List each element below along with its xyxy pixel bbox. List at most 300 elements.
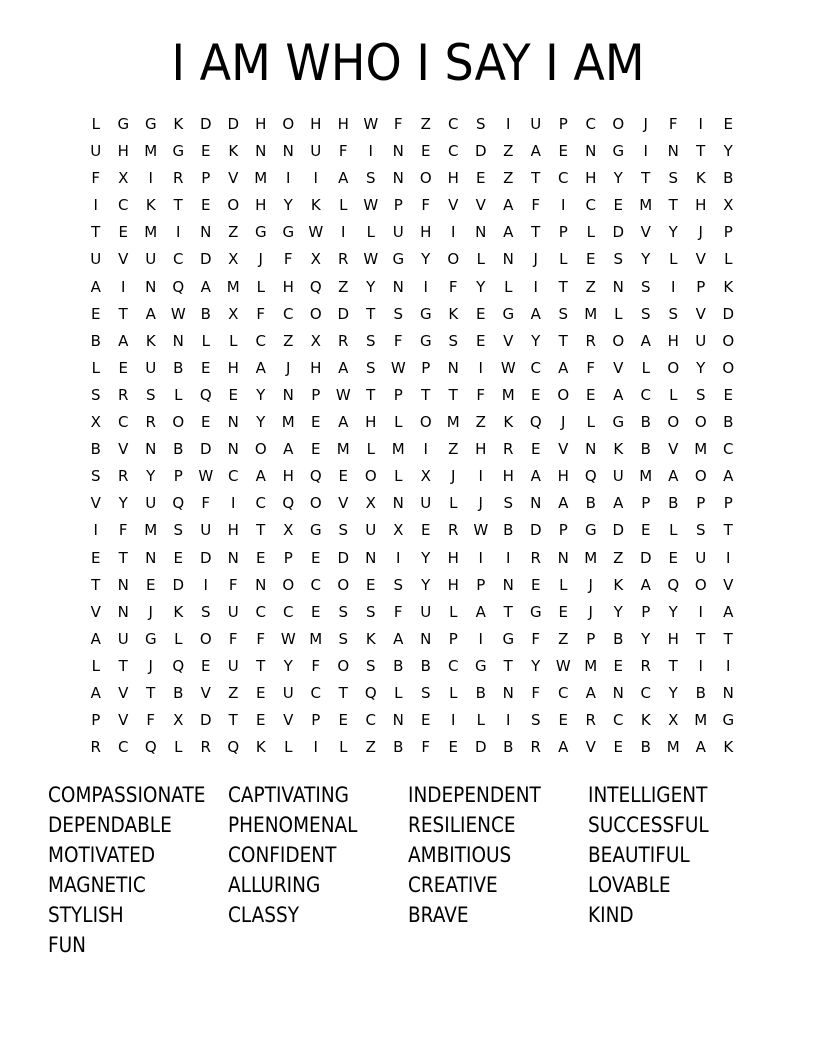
grid-letter: A bbox=[558, 738, 569, 757]
grid-letter: F bbox=[476, 385, 486, 404]
grid-letter: P bbox=[421, 358, 431, 377]
grid-letter: N bbox=[145, 548, 157, 567]
grid-letter: S bbox=[640, 277, 651, 296]
grid-letter: Q bbox=[199, 385, 212, 404]
grid-letter: U bbox=[420, 602, 432, 621]
grid-letter: H bbox=[365, 413, 377, 432]
grid-letter: I bbox=[561, 196, 566, 215]
grid-letter: M bbox=[144, 521, 158, 540]
word-list-item: KIND bbox=[588, 903, 634, 927]
grid-letter: Q bbox=[172, 656, 185, 675]
grid-letter: L bbox=[366, 223, 375, 242]
grid-letter: G bbox=[117, 115, 130, 133]
grid-letter: F bbox=[338, 142, 348, 161]
grid-letter: E bbox=[311, 413, 321, 432]
grid-letter: O bbox=[199, 629, 212, 648]
grid-letter: N bbox=[392, 277, 404, 296]
word-list-item: CAPTIVATING bbox=[228, 783, 349, 807]
grid-letter: I bbox=[148, 169, 153, 188]
grid-letter: V bbox=[640, 223, 651, 242]
grid-letter: E bbox=[558, 142, 568, 161]
grid-letter: S bbox=[530, 711, 541, 730]
grid-letter: S bbox=[365, 602, 376, 621]
grid-letter: B bbox=[640, 738, 651, 757]
grid-letter: B bbox=[475, 683, 486, 702]
grid-letter: S bbox=[640, 304, 651, 323]
grid-letter: H bbox=[557, 467, 569, 486]
grid-letter: C bbox=[558, 169, 569, 188]
grid-letter: T bbox=[668, 656, 678, 675]
grid-letter: S bbox=[200, 602, 211, 621]
grid-letter: J bbox=[533, 250, 538, 269]
grid-letter: C bbox=[310, 575, 321, 594]
grid-letter: N bbox=[392, 494, 404, 513]
grid-letter: Y bbox=[668, 223, 678, 242]
grid-letter: U bbox=[310, 142, 322, 161]
grid-letter: G bbox=[502, 304, 515, 323]
grid-letter: I bbox=[313, 738, 318, 757]
grid-letter: Z bbox=[503, 169, 514, 188]
grid-letter: N bbox=[475, 223, 487, 242]
grid-letter: V bbox=[118, 440, 129, 459]
grid-letter: T bbox=[531, 223, 541, 242]
grid-letter: W bbox=[170, 304, 186, 323]
grid-letter: I bbox=[506, 548, 511, 567]
grid-letter: G bbox=[584, 521, 597, 540]
grid-letter: O bbox=[309, 494, 322, 513]
grid-letter: C bbox=[640, 683, 651, 702]
grid-letter: K bbox=[613, 575, 624, 594]
grid-row bbox=[82, 680, 742, 707]
word-list-item: STYLISH bbox=[48, 903, 124, 927]
grid-letter: H bbox=[117, 142, 129, 161]
grid-letter: A bbox=[695, 738, 706, 757]
word-list-item: COMPASSIONATE bbox=[48, 783, 206, 807]
grid-letter: X bbox=[365, 494, 376, 513]
grid-letter: I bbox=[478, 629, 483, 648]
grid-letter: N bbox=[117, 602, 129, 621]
grid-letter: L bbox=[201, 331, 210, 350]
grid-row bbox=[82, 355, 742, 382]
grid-letter: J bbox=[148, 602, 153, 621]
grid-letter: D bbox=[612, 223, 625, 242]
word-list-item: RESILIENCE bbox=[408, 813, 516, 837]
grid-letter: A bbox=[530, 142, 541, 161]
grid-letter: D bbox=[199, 440, 212, 459]
grid-letter: G bbox=[474, 656, 487, 675]
grid-letter: E bbox=[476, 169, 486, 188]
grid-letter: G bbox=[419, 331, 432, 350]
grid-letter: A bbox=[90, 683, 101, 702]
grid-letter: I bbox=[451, 711, 456, 730]
grid-letter: L bbox=[559, 575, 568, 594]
grid-letter: O bbox=[694, 575, 707, 594]
grid-letter: P bbox=[448, 629, 458, 648]
grid-letter: V bbox=[90, 494, 101, 513]
grid-letter: U bbox=[117, 629, 129, 648]
grid-letter: O bbox=[447, 250, 460, 269]
grid-letter: N bbox=[557, 548, 569, 567]
grid-letter: P bbox=[558, 223, 568, 242]
grid-letter: C bbox=[283, 602, 294, 621]
grid-letter: D bbox=[722, 304, 735, 323]
grid-letter: C bbox=[118, 413, 129, 432]
grid-letter: K bbox=[145, 196, 156, 215]
grid-letter: A bbox=[475, 602, 486, 621]
grid-letter: P bbox=[586, 629, 596, 648]
grid-letter: X bbox=[420, 467, 431, 486]
grid-letter: N bbox=[585, 440, 597, 459]
grid-letter: N bbox=[227, 413, 239, 432]
grid-letter: L bbox=[91, 358, 100, 377]
grid-letter: B bbox=[200, 304, 211, 323]
grid-letter: M bbox=[281, 413, 295, 432]
grid-letter: B bbox=[173, 440, 184, 459]
grid-letter: J bbox=[258, 250, 263, 269]
grid-letter: M bbox=[144, 223, 158, 242]
grid-letter: N bbox=[392, 142, 404, 161]
grid-letter: N bbox=[365, 548, 377, 567]
grid-letter: S bbox=[145, 385, 156, 404]
grid-letter: X bbox=[283, 521, 294, 540]
grid-letter: V bbox=[585, 738, 596, 757]
grid-letter: X bbox=[228, 304, 239, 323]
grid-letter: P bbox=[91, 711, 101, 730]
grid-letter: E bbox=[613, 656, 623, 675]
grid-letter: H bbox=[447, 548, 459, 567]
word-list-item: ALLURING bbox=[228, 873, 321, 897]
grid-letter: G bbox=[419, 304, 432, 323]
grid-letter: L bbox=[476, 711, 485, 730]
grid-letter: P bbox=[641, 494, 651, 513]
grid-letter: A bbox=[613, 385, 624, 404]
grid-letter: L bbox=[476, 250, 485, 269]
grid-letter: B bbox=[420, 656, 431, 675]
grid-letter: H bbox=[447, 575, 459, 594]
grid-letter: T bbox=[118, 656, 128, 675]
grid-letter: R bbox=[530, 738, 541, 757]
grid-letter: A bbox=[530, 467, 541, 486]
grid-letter: M bbox=[309, 629, 323, 648]
grid-letter: T bbox=[531, 169, 541, 188]
grid-letter: D bbox=[474, 142, 487, 161]
grid-letter: I bbox=[698, 115, 703, 133]
grid-letter: N bbox=[502, 683, 514, 702]
grid-letter: Y bbox=[476, 277, 486, 296]
grid-letter: W bbox=[555, 656, 571, 675]
grid-letter: F bbox=[228, 629, 238, 648]
word-list-item: INDEPENDENT bbox=[408, 783, 541, 807]
grid-letter: B bbox=[90, 440, 101, 459]
grid-letter: U bbox=[530, 115, 542, 133]
grid-letter: S bbox=[503, 494, 514, 513]
grid-letter: S bbox=[475, 115, 486, 133]
grid-letter: A bbox=[338, 358, 349, 377]
grid-letter: S bbox=[173, 521, 184, 540]
grid-letter: O bbox=[282, 575, 295, 594]
grid-letter: U bbox=[145, 250, 157, 269]
word-list-item: PHENOMENAL bbox=[228, 813, 358, 837]
grid-letter: Q bbox=[309, 277, 322, 296]
grid-letter: L bbox=[669, 385, 678, 404]
grid-letter: Z bbox=[558, 629, 569, 648]
grid-letter: G bbox=[612, 142, 625, 161]
grid-letter: A bbox=[558, 358, 569, 377]
grid-letter: P bbox=[558, 521, 568, 540]
grid-letter: H bbox=[502, 467, 514, 486]
grid-letter: I bbox=[698, 656, 703, 675]
grid-letter: T bbox=[146, 683, 156, 702]
grid-letter: P bbox=[393, 385, 403, 404]
grid-letter: H bbox=[695, 196, 707, 215]
grid-letter: E bbox=[256, 711, 266, 730]
grid-letter: B bbox=[723, 413, 734, 432]
grid-letter: F bbox=[421, 196, 431, 215]
grid-letter: S bbox=[613, 250, 624, 269]
grid-letter: E bbox=[586, 250, 596, 269]
grid-letter: L bbox=[394, 683, 403, 702]
grid-letter: A bbox=[255, 358, 266, 377]
grid-letter: W bbox=[280, 629, 296, 648]
grid-letter: I bbox=[423, 277, 428, 296]
grid-row bbox=[82, 409, 742, 436]
grid-letter: Q bbox=[227, 738, 240, 757]
grid-letter: P bbox=[723, 494, 733, 513]
grid-letter: T bbox=[228, 711, 238, 730]
grid-letter: U bbox=[200, 521, 212, 540]
grid-letter: O bbox=[419, 413, 432, 432]
grid-letter: A bbox=[723, 467, 734, 486]
grid-letter: E bbox=[448, 738, 458, 757]
grid-letter: P bbox=[696, 494, 706, 513]
grid-letter: X bbox=[310, 331, 321, 350]
grid-letter: B bbox=[173, 683, 184, 702]
grid-row bbox=[82, 707, 742, 734]
grid-letter: O bbox=[722, 331, 735, 350]
grid-letter: F bbox=[531, 683, 541, 702]
grid-letter: H bbox=[310, 358, 322, 377]
grid-letter: H bbox=[667, 629, 679, 648]
grid-letter: K bbox=[448, 304, 459, 323]
grid-letter: I bbox=[726, 656, 731, 675]
word-list-item: MOTIVATED bbox=[48, 843, 156, 867]
grid-letter: R bbox=[200, 738, 211, 757]
grid-letter: I bbox=[478, 467, 483, 486]
grid-letter: I bbox=[671, 277, 676, 296]
grid-row bbox=[82, 219, 742, 246]
grid-letter: S bbox=[393, 575, 404, 594]
word-list-item: INTELLIGENT bbox=[588, 783, 708, 807]
grid-letter: Z bbox=[338, 277, 349, 296]
grid-letter: B bbox=[640, 413, 651, 432]
grid-letter: R bbox=[503, 440, 514, 459]
grid-letter: O bbox=[282, 115, 295, 133]
grid-letter: D bbox=[227, 115, 240, 133]
grid-letter: F bbox=[586, 358, 596, 377]
grid-row bbox=[82, 246, 742, 273]
grid-letter: I bbox=[93, 521, 98, 540]
grid-letter: Y bbox=[696, 358, 706, 377]
grid-letter: W bbox=[308, 223, 324, 242]
grid-letter: W bbox=[390, 358, 406, 377]
grid-letter: E bbox=[586, 385, 596, 404]
grid-letter: I bbox=[231, 494, 236, 513]
grid-letter: E bbox=[476, 304, 486, 323]
grid-letter: P bbox=[723, 223, 733, 242]
grid-letter: E bbox=[668, 548, 678, 567]
grid-letter: I bbox=[726, 548, 731, 567]
grid-letter: N bbox=[530, 494, 542, 513]
grid-letter: T bbox=[696, 142, 706, 161]
grid-row bbox=[82, 626, 742, 653]
page-title: I AM WHO I SAY I AM bbox=[171, 34, 645, 92]
grid-letter: R bbox=[640, 656, 651, 675]
grid-letter: W bbox=[363, 250, 379, 269]
grid-letter: G bbox=[309, 521, 322, 540]
grid-letter: C bbox=[118, 738, 129, 757]
grid-letter: C bbox=[118, 196, 129, 215]
grid-letter: N bbox=[447, 358, 459, 377]
grid-letter: R bbox=[145, 413, 156, 432]
grid-letter: Z bbox=[613, 548, 624, 567]
grid-letter: C bbox=[558, 683, 569, 702]
grid-letter: O bbox=[227, 196, 240, 215]
grid-letter: C bbox=[640, 385, 651, 404]
grid-letter: E bbox=[256, 683, 266, 702]
grid-letter: U bbox=[695, 548, 707, 567]
grid-letter: J bbox=[698, 223, 703, 242]
grid-letter: Y bbox=[531, 331, 541, 350]
grid-letter: Z bbox=[283, 331, 294, 350]
grid-letter: N bbox=[145, 277, 157, 296]
grid-letter: Z bbox=[228, 683, 239, 702]
grid-letter: T bbox=[91, 223, 101, 242]
grid-letter: V bbox=[228, 169, 239, 188]
grid-letter: Y bbox=[421, 250, 431, 269]
grid-letter: K bbox=[640, 711, 651, 730]
grid-letter: L bbox=[449, 494, 458, 513]
grid-letter: J bbox=[478, 494, 483, 513]
grid-letter: M bbox=[144, 142, 158, 161]
grid-letter: L bbox=[559, 250, 568, 269]
grid-letter: N bbox=[392, 711, 404, 730]
grid-letter: H bbox=[227, 358, 239, 377]
grid-letter: H bbox=[420, 223, 432, 242]
grid-letter: S bbox=[338, 602, 349, 621]
grid-letter: Y bbox=[641, 250, 651, 269]
grid-letter: T bbox=[366, 385, 376, 404]
grid-letter: F bbox=[531, 629, 541, 648]
grid-letter: S bbox=[668, 169, 679, 188]
grid-letter: G bbox=[612, 413, 625, 432]
grid-letter: Q bbox=[584, 467, 597, 486]
grid-letter: Y bbox=[421, 575, 431, 594]
grid-letter: Z bbox=[503, 142, 514, 161]
grid-letter: A bbox=[90, 629, 101, 648]
grid-letter: N bbox=[612, 683, 624, 702]
grid-letter: B bbox=[723, 169, 734, 188]
grid-letter: T bbox=[723, 629, 733, 648]
grid-letter: N bbox=[612, 277, 624, 296]
grid-letter: O bbox=[694, 413, 707, 432]
grid-letter: V bbox=[118, 711, 129, 730]
grid-letter: A bbox=[640, 331, 651, 350]
grid-letter: L bbox=[174, 738, 183, 757]
grid-letter: E bbox=[531, 440, 541, 459]
grid-letter: T bbox=[91, 575, 101, 594]
grid-letter: F bbox=[393, 331, 403, 350]
grid-letter: N bbox=[227, 548, 239, 567]
grid-letter: V bbox=[475, 196, 486, 215]
grid-letter: H bbox=[585, 169, 597, 188]
grid-letter: H bbox=[255, 196, 267, 215]
grid-letter: P bbox=[696, 277, 706, 296]
grid-letter: T bbox=[421, 385, 431, 404]
grid-letter: E bbox=[173, 548, 183, 567]
grid-letter: Q bbox=[172, 494, 185, 513]
grid-row bbox=[82, 463, 742, 490]
grid-letter: T bbox=[503, 656, 513, 675]
grid-letter: H bbox=[447, 169, 459, 188]
grid-letter: L bbox=[669, 521, 678, 540]
grid-letter: L bbox=[504, 277, 513, 296]
grid-letter: N bbox=[200, 223, 212, 242]
grid-letter: C bbox=[448, 115, 459, 133]
grid-letter: X bbox=[393, 521, 404, 540]
grid-letter: O bbox=[419, 169, 432, 188]
grid-letter: T bbox=[723, 521, 733, 540]
grid-letter: D bbox=[199, 115, 212, 133]
grid-letter: X bbox=[723, 196, 734, 215]
grid-letter: Y bbox=[256, 385, 266, 404]
grid-letter: T bbox=[256, 656, 266, 675]
grid-letter: D bbox=[474, 738, 487, 757]
grid-letter: A bbox=[585, 683, 596, 702]
grid-letter: A bbox=[558, 494, 569, 513]
grid-letter: O bbox=[254, 440, 267, 459]
grid-letter: J bbox=[588, 575, 593, 594]
grid-letter: O bbox=[612, 115, 625, 133]
grid-letter: I bbox=[533, 277, 538, 296]
grid-letter: E bbox=[613, 738, 623, 757]
grid-letter: E bbox=[311, 602, 321, 621]
grid-letter: I bbox=[203, 575, 208, 594]
grid-letter: V bbox=[90, 602, 101, 621]
grid-letter: L bbox=[641, 358, 650, 377]
grid-letter: V bbox=[118, 683, 129, 702]
grid-letter: O bbox=[667, 413, 680, 432]
grid-letter: D bbox=[199, 548, 212, 567]
grid-letter: I bbox=[121, 277, 126, 296]
grid-letter: E bbox=[201, 656, 211, 675]
grid-letter: U bbox=[392, 223, 404, 242]
grid-letter: S bbox=[365, 331, 376, 350]
word-list-item: SUCCESSFUL bbox=[588, 813, 709, 837]
grid-letter: X bbox=[668, 711, 679, 730]
grid-letter: E bbox=[338, 467, 348, 486]
grid-letter: M bbox=[694, 440, 708, 459]
word-list-item: AMBITIOUS bbox=[408, 843, 512, 867]
grid-letter: H bbox=[227, 521, 239, 540]
grid-letter: S bbox=[448, 331, 459, 350]
grid-letter: L bbox=[229, 331, 238, 350]
grid-letter: I bbox=[286, 169, 291, 188]
grid-letter: V bbox=[695, 304, 706, 323]
grid-letter: T bbox=[558, 331, 568, 350]
grid-letter: V bbox=[613, 358, 624, 377]
grid-letter: L bbox=[91, 656, 100, 675]
grid-letter: U bbox=[227, 602, 239, 621]
